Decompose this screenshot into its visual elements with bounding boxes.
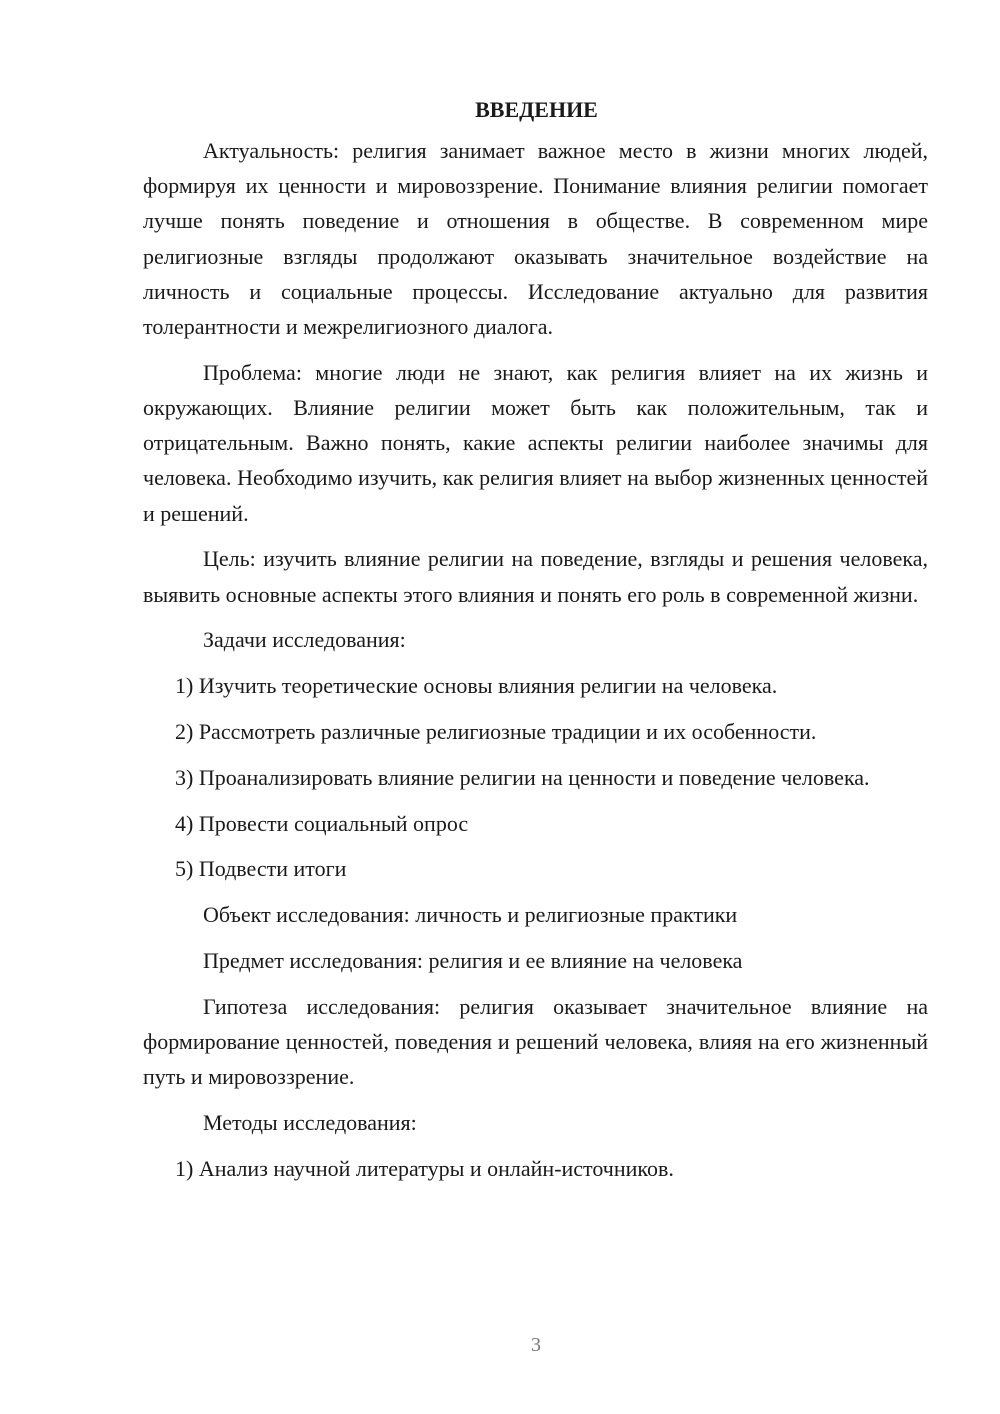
paragraph: Объект исследования: личность и религиозные практики (203, 902, 738, 928)
page-number: 3 (531, 1334, 541, 1356)
paragraph: Предмет исследования: религия и ее влияние на человека (203, 948, 743, 973)
list-item: 3) Проанализировать влияние религии на ценности и поведение человека. (175, 764, 870, 790)
list-item: 4) Провести социальный опрос (175, 810, 469, 836)
paragraph: Методы исследования: (203, 1110, 417, 1135)
document-page (143, 92, 928, 1197)
list-item: 2) Рассмотреть различные религиозные традиции и их особенности. (175, 719, 817, 745)
list-item: 1) Анализ научной литературы и онлайн-источников. (175, 1155, 674, 1181)
paragraph: Актуальность: религия занимает важное место в жизни многих людей, формируя их ценности и мировоззрение. Понимание влияния религии помогает лучше понять поведение и отношения в обществе. В современном мире религиозные взгляды продолжают оказывать значительное воздействие на личность и социальные процессы. Исследование актуально для развития толерантности и межрелигиозного диалога. (143, 138, 928, 340)
paragraph: Цель: изучить влияние религии на поведение, взгляды и решения человека, выявить основные аспекты этого влияния и понять его роль в современной жизни. (143, 546, 928, 607)
section-title: ВВЕДЕНИЕ (475, 97, 598, 122)
list-item: 1) Изучить теоретические основы влияния религии на человека. (175, 673, 778, 699)
paragraph: Задачи исследования: (203, 627, 406, 653)
paragraph: Проблема: многие люди не знают, как религия влияет на их жизнь и окружающих. Влияние религии может быть как положительным, так и отрицательным. Важно понять, какие аспекты религии наиболее значимы для человека. Необходимо изучить, как религия влияет на выбор жизненных ценностей и решений. (143, 359, 928, 526)
paragraph: Гипотеза исследования: религия оказывает значительное влияние на формирование ценностей, поведения и решений человека, влияя на его жизненный путь и мировоззрение. (143, 993, 928, 1090)
list-item: 5) Подвести итоги (175, 856, 347, 882)
body-text (143, 133, 928, 1186)
